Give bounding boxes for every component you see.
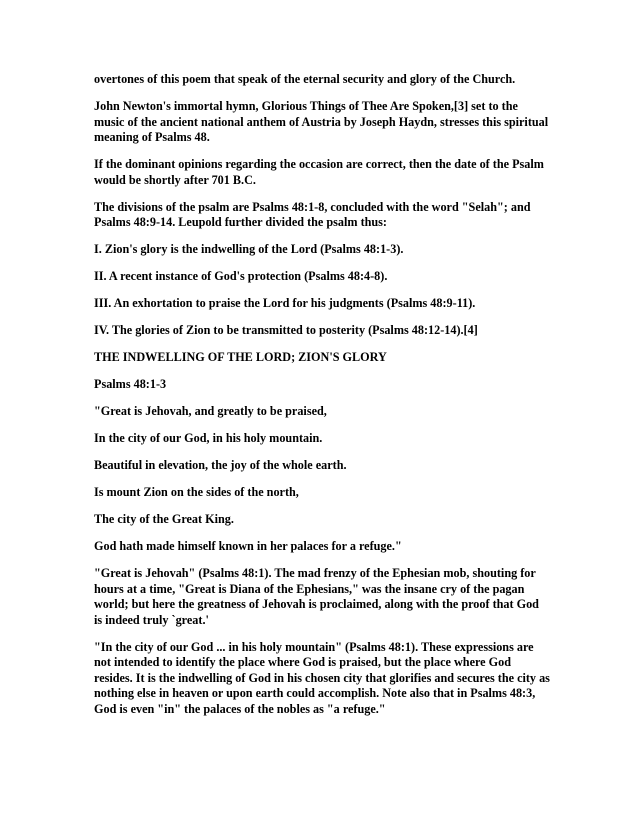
paragraph-great-is-jehovah: "Great is Jehovah" (Psalms 48:1). The mad frenzy of the Ephesian mob, shouting for hours at a time, "Great is Diana of the Ephesians," was the insane cry of the pagan world; but here the greatness of Jehovah is proclaimed, along with the proof that God is indeed truly `great.' xyxy=(94,566,539,627)
verse-line-5: The city of the Great King. xyxy=(94,512,234,526)
paragraph-newton-hymn: John Newton's immortal hymn, Glorious Things of Thee Are Spoken,[3] set to the music of the ancient national anthem of Austria by Joseph Haydn, stresses this spiritual meaning of Psalms 48. xyxy=(94,99,549,144)
paragraph-overtones: overtones of this poem that speak of the eternal security and glory of the Church. xyxy=(94,72,516,86)
section-heading: THE INDWELLING OF THE LORD; ZION'S GLORY xyxy=(94,350,387,364)
scripture-reference: Psalms 48:1-3 xyxy=(94,377,167,391)
paragraph-date: If the dominant opinions regarding the occasion are correct, then the date of the Psalm would be shortly after 701 B.C. xyxy=(94,157,544,187)
verse-line-2: In the city of our God, in his holy mountain. xyxy=(94,431,323,445)
outline-item-4: IV. The glories of Zion to be transmitted to posterity (Psalms 48:12-14).[4] xyxy=(94,323,478,337)
verse-line-1: "Great is Jehovah, and greatly to be praised, xyxy=(94,404,327,418)
document-page xyxy=(94,72,550,729)
paragraph-divisions: The divisions of the psalm are Psalms 48:1-8, concluded with the word "Selah"; and Psalms 48:9-14. Leupold further divided the psalm thus: xyxy=(94,199,531,229)
outline-item-3: III. An exhortation to praise the Lord for his judgments (Psalms 48:9-11). xyxy=(94,296,476,310)
verse-line-4: Is mount Zion on the sides of the north, xyxy=(94,485,299,499)
outline-item-2: II. A recent instance of God's protection (Psalms 48:4-8). xyxy=(94,269,388,283)
outline-item-1: I. Zion's glory is the indwelling of the Lord (Psalms 48:1-3). xyxy=(94,242,404,256)
verse-line-6: God hath made himself known in her palaces for a refuge." xyxy=(94,539,402,553)
paragraph-city-of-our-god: "In the city of our God ... in his holy mountain" (Psalms 48:1). These expressions are not intended to identify the place where God is praised, but the place where God resides. It is the indwelling of God in his chosen city that glorifies and secures the city as nothing else in heaven or upon earth could accomplish. Note also that in Psalms 48:3, God is even "in" the palaces of the nobles as "a refuge." xyxy=(94,639,550,716)
verse-line-3: Beautiful in elevation, the joy of the whole earth. xyxy=(94,458,347,472)
